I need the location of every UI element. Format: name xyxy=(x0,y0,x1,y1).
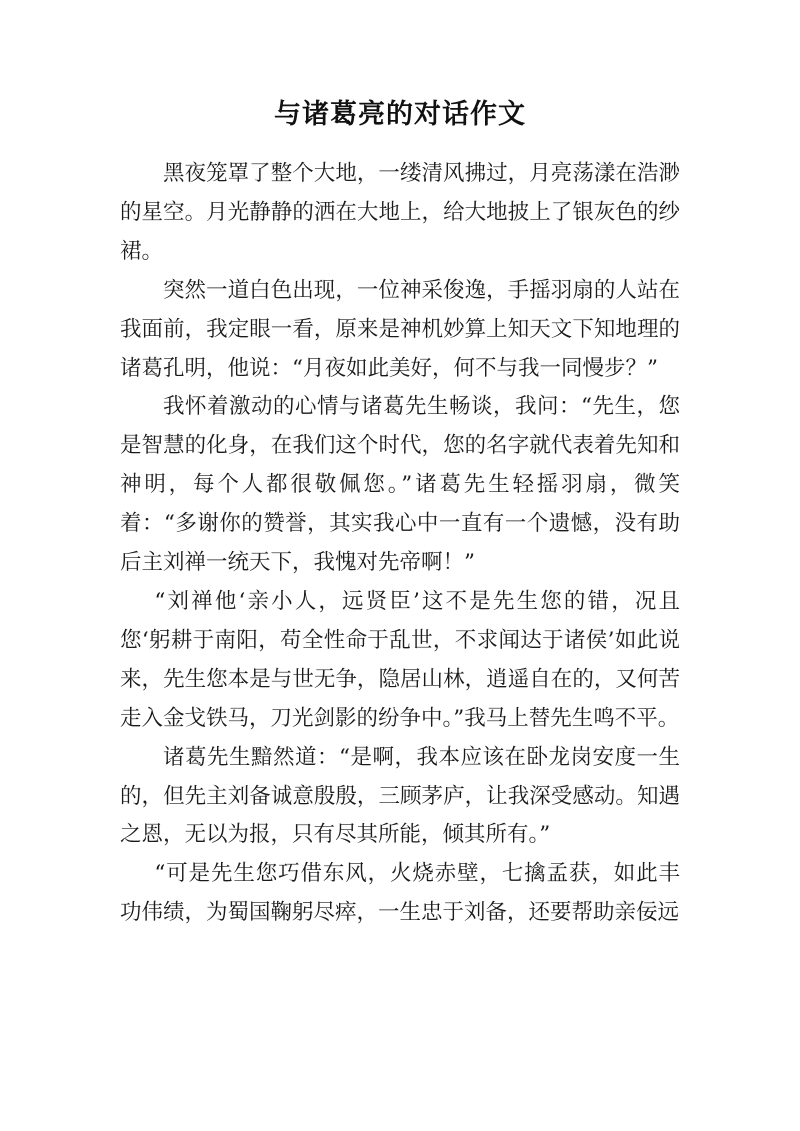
paragraph: 我怀着激动的心情与诸葛先生畅谈，我问：“先生，您是智慧的化身，在我们这个时代，您的名字就代表着先知和神明，每个人都很敬佩您。”诸葛先生轻摇羽扇，微笑着：“多谢你的赞誉，其实我心中一直有一个遗憾，没有助后主刘禅一统天下，我愧对先帝啊！” xyxy=(120,394,680,576)
paragraph: 突然一道白色出现，一位神采俊逸，手摇羽扇的人站在我面前，我定眼一看，原来是神机妙算上知天文下知地理的诸葛孔明，他说：“月夜如此美好，何不与我一同慢步？” xyxy=(120,277,680,381)
paragraph: “刘禅他‘亲小人，远贤臣’这不是先生您的错，况且您‘躬耕于南阳，苟全性命于乱世，不求闻达于诸侯’如此说来，先生您本是与世无争，隐居山林，逍遥自在的，又何苦走入金戈铁马，刀光剑影的纷争中。”我马上替先生鸣不平。 xyxy=(120,588,680,731)
paragraph: 诸葛先生黯然道：“是啊，我本应该在卧龙岗安度一生的，但先主刘备诚意殷殷，三顾茅庐，让我深受感动。知遇之恩，无以为报，只有尽其所能，倾其所有。” xyxy=(120,744,680,848)
document-title: 与诸葛亮的对话作文 xyxy=(274,99,526,130)
paragraph: “可是先生您巧借东风，火烧赤壁，七擒孟获，如此丰功伟绩，为蜀国鞠躬尽瘁，一生忠于刘备，还要帮助亲佞远 xyxy=(120,861,680,926)
paragraph: 黑夜笼罩了整个大地，一缕清风拂过，月亮荡漾在浩渺的星空。月光静静的洒在大地上，给大地披上了银灰色的纱裙。 xyxy=(120,161,680,264)
document-body xyxy=(120,155,680,933)
